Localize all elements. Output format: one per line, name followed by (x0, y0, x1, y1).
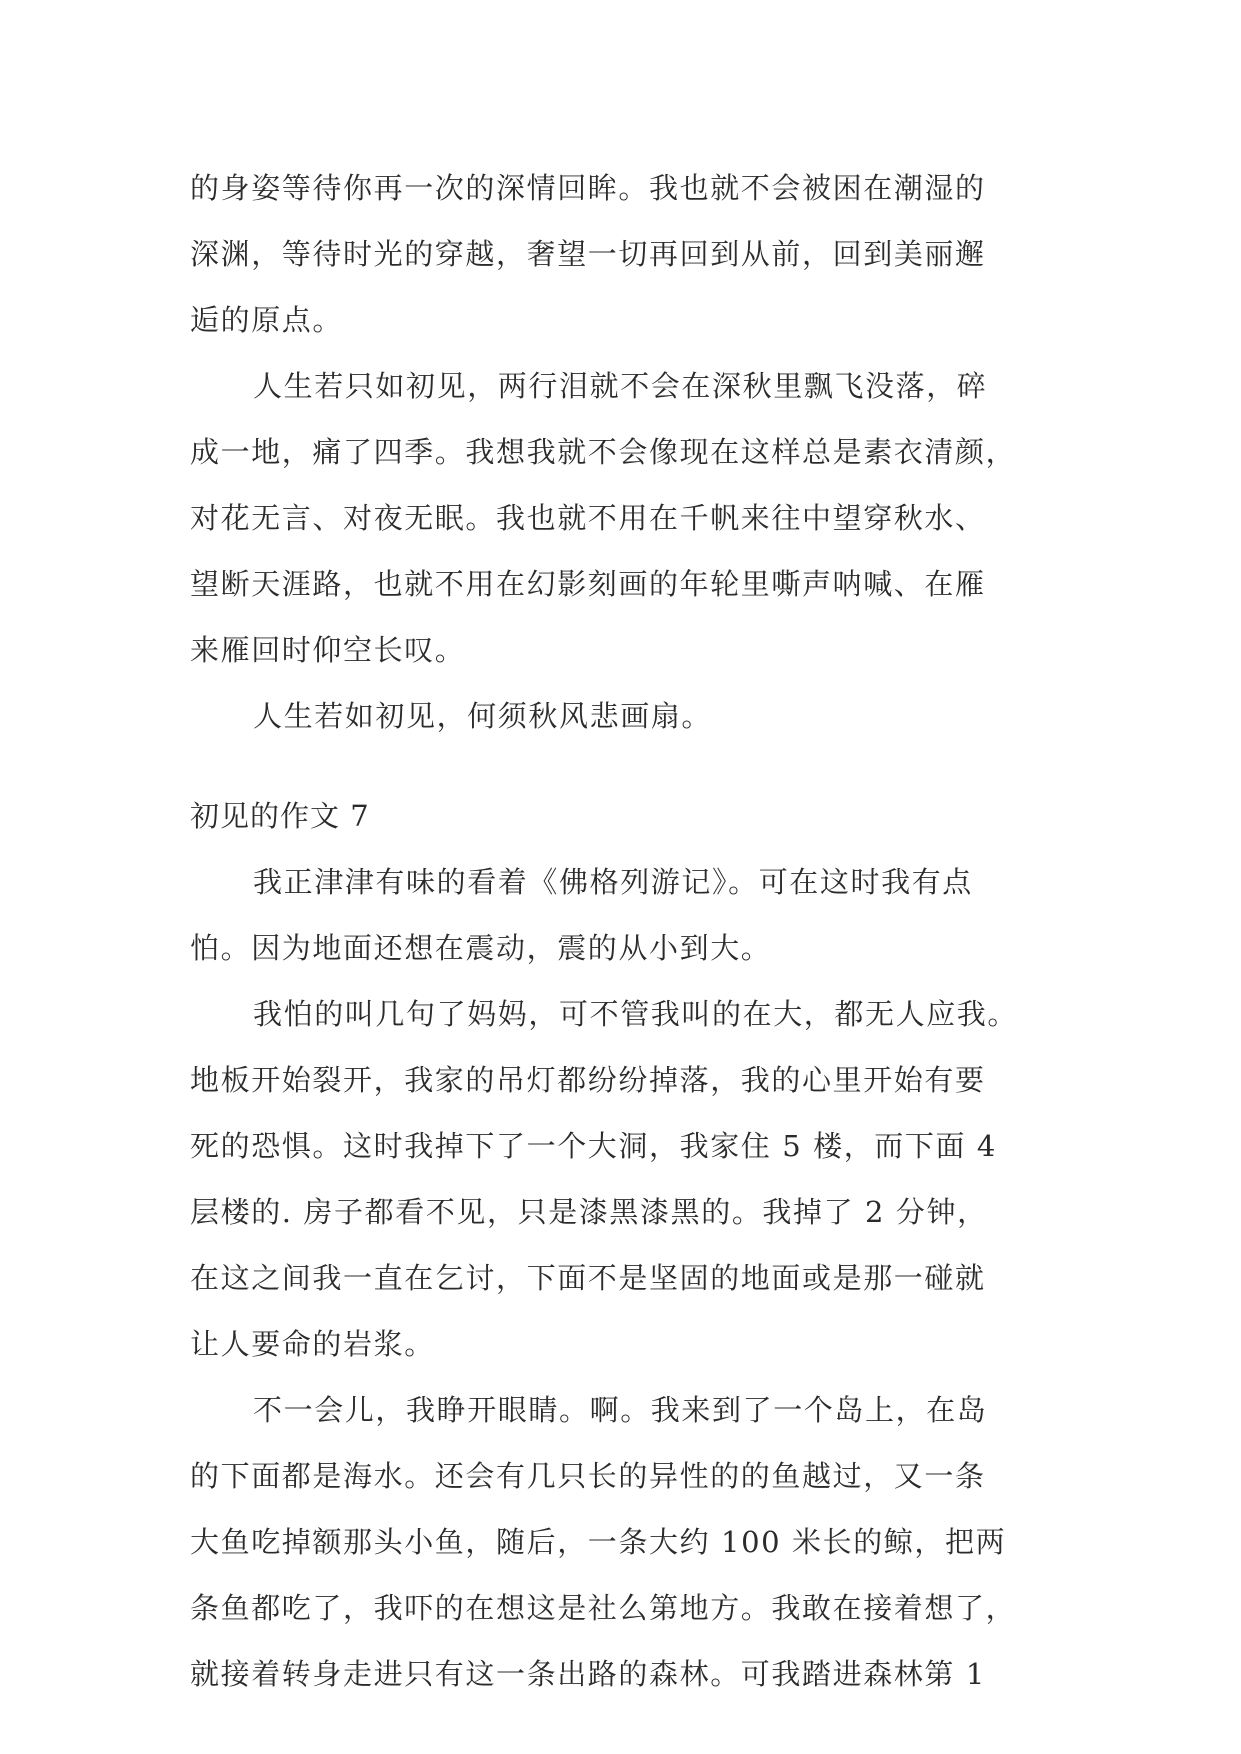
paragraph-line: 人生若只如初见，两行泪就不会在深秋里飘飞没落，碎 (253, 369, 988, 403)
paragraph-line: 逅的原点。 (190, 303, 344, 337)
paragraph-line: 死的恐惧。这时我掉下了一个大洞，我家住 5 楼，而下面 4 (190, 1129, 997, 1163)
paragraph-line: 对花无言、对夜无眠。我也就不用在千帆来往中望穿秋水、 (190, 501, 986, 535)
paragraph-line: 来雁回时仰空长叹。 (190, 633, 466, 667)
paragraph-line: 在这之间我一直在乞讨，下面不是坚固的地面或是那一碰就 (190, 1261, 986, 1295)
paragraph-line: 不一会儿，我睁开眼睛。啊。我来到了一个岛上，在岛 (253, 1393, 988, 1427)
paragraph-line: 望断天涯路，也就不用在幻影刻画的年轮里嘶声呐喊、在雁 (190, 567, 986, 601)
paragraph-line: 大鱼吃掉额那头小鱼，随后，一条大约 100 米长的鲸，把两 (190, 1525, 1007, 1559)
paragraph-line: 的下面都是海水。还会有几只长的异性的的鱼越过，又一条 (190, 1459, 986, 1493)
paragraph-line: 就接着转身走进只有这一条出路的森林。可我踏进森林第 1 (190, 1657, 986, 1691)
paragraph-line: 让人要命的岩浆。 (190, 1327, 435, 1361)
paragraph-line: 人生若如初见，何须秋风悲画扇。 (253, 699, 713, 733)
paragraph-line: 层楼的. 房子都看不见，只是漆黑漆黑的。我掉了 2 分钟， (190, 1195, 988, 1229)
paragraph-line: 成一地，痛了四季。我想我就不会像现在这样总是素衣清颜， (190, 435, 1017, 469)
paragraph-line: 深渊，等待时光的穿越，奢望一切再回到从前，回到美丽邂 (190, 237, 986, 271)
paragraph-line: 条鱼都吃了，我吓的在想这是社么第地方。我敢在接着想了， (190, 1591, 1017, 1625)
paragraph-line: 我正津津有味的看着《佛格列游记》。可在这时我有点 (253, 865, 973, 899)
paragraph-line: 地板开始裂开，我家的吊灯都纷纷掉落，我的心里开始有要 (190, 1063, 986, 1097)
section-heading: 初见的作文 7 (190, 799, 370, 833)
paragraph-line: 我怕的叫几句了妈妈，可不管我叫的在大，都无人应我。 (253, 997, 1019, 1031)
paragraph-line: 怕。因为地面还想在震动，震的从小到大。 (190, 931, 772, 965)
paragraph-line: 的身姿等待你再一次的深情回眸。我也就不会被困在潮湿的 (190, 171, 986, 205)
